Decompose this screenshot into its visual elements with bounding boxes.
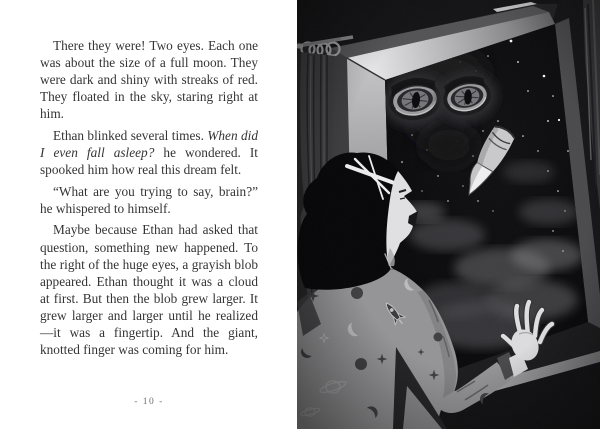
story-text xyxy=(40,37,258,363)
page-number: - 10 - xyxy=(134,397,164,407)
window-illustration xyxy=(297,0,600,429)
story-paragraph: There they were! Two eyes. Each one was about the size of a full moon. They were dark and shiny with streaks of red. They floated in the sky, staring right at him. xyxy=(40,38,258,122)
left-page xyxy=(0,0,297,429)
story-paragraph: Ethan blinked several times. When did I even fall asleep? he wondered. It spooked him how real this dream felt. xyxy=(40,127,259,178)
story-paragraph: “What are you trying to say, brain?” he whispered to himself. xyxy=(40,183,258,216)
film-grain xyxy=(297,0,600,429)
story-paragraph: Maybe because Ethan had asked that question, something new happened. To the right of the huge eyes, a grayish blob appeared. Ethan thought it was a cloud at first. But then the blob grew larger. It grew larger and larger until he realized—it was a fingertip. And the giant, knotted finger was coming for him. xyxy=(40,222,258,358)
right-page-illustration xyxy=(297,0,600,429)
